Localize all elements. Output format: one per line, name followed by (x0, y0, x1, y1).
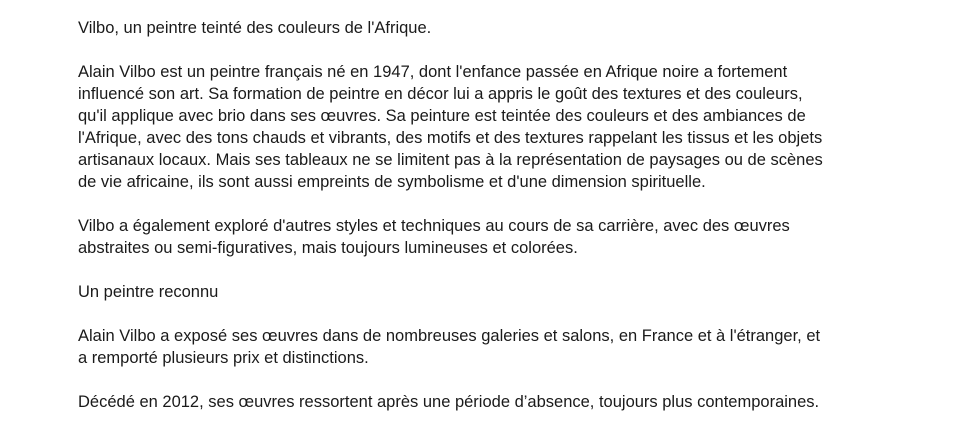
paragraph-line: Vilbo a également exploré d'autres styles et techniques au cours de sa carrière, avec des œuvres (78, 217, 790, 235)
paragraph-spacer (78, 303, 958, 325)
paragraph-line: abstraites ou semi-figuratives, mais toujours lumineuses et colorées. (78, 239, 578, 257)
paragraph-line: Décédé en 2012, ses œuvres ressortent après une période d’absence, toujours plus contemporaines. (78, 393, 820, 411)
section-subheading: Un peintre reconnu (78, 283, 219, 301)
paragraph-styles (78, 215, 958, 259)
paragraph-legacy (78, 391, 958, 413)
paragraph-line: de vie africaine, ils sont aussi empreints de symbolisme et d'une dimension spirituelle. (78, 173, 706, 191)
paragraph-spacer (78, 193, 958, 215)
paragraph-line: l'Afrique, avec des tons chauds et vibrants, des motifs et des textures rappelant les tissus et les objets (78, 129, 823, 147)
paragraph-spacer (78, 369, 958, 391)
paragraph-spacer (78, 259, 958, 281)
paragraph-line: influencé son art. Sa formation de peintre en décor lui a appris le goût des textures et des couleurs, (78, 85, 803, 103)
paragraph-line: Alain Vilbo est un peintre français né en 1947, dont l'enfance passée en Afrique noire a fortement (78, 63, 788, 81)
document-body (78, 17, 958, 413)
paragraph-line: Alain Vilbo a exposé ses œuvres dans de nombreuses galeries et salons, en France et à l'étranger, et (78, 327, 821, 345)
paragraph-line: qu'il applique avec brio dans ses œuvres. Sa peinture est teintée des couleurs et des ambiances de (78, 107, 806, 125)
paragraph-line: a remporté plusieurs prix et distinctions. (78, 349, 369, 367)
paragraph-exhibitions (78, 325, 958, 369)
document-title: Vilbo, un peintre teinté des couleurs de l'Afrique. (78, 19, 432, 37)
paragraph-biography (78, 61, 958, 193)
paragraph-line: artisanaux locaux. Mais ses tableaux ne se limitent pas à la représentation de paysages ou de scènes (78, 151, 823, 169)
paragraph-spacer (78, 39, 958, 61)
